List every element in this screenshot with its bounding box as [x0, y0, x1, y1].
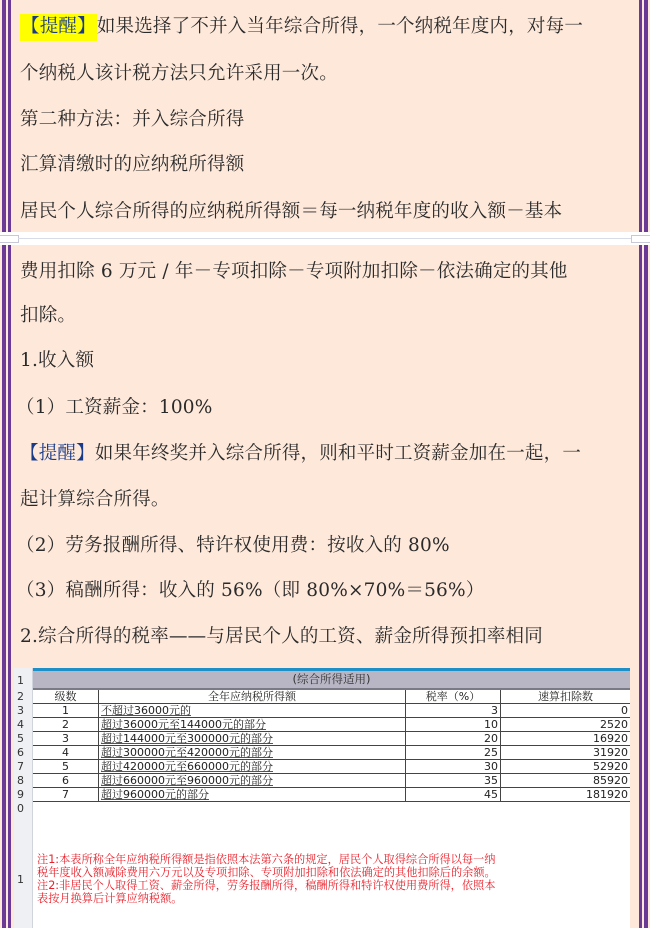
reminder-tag: 【提醒】 [20, 443, 95, 464]
text-line: 扣除。 [20, 305, 77, 326]
text-line: 如果年终奖并入综合所得，则和平时工资薪金加在一起，一 [94, 443, 582, 464]
cell-level: 6 [33, 774, 98, 788]
cell-level: 7 [33, 788, 98, 802]
page-break-separator [0, 232, 650, 245]
cell-range: 不超过36000元的 [98, 704, 405, 718]
cell-deduction: 52920 [500, 760, 630, 774]
table-row [33, 760, 630, 774]
cell-deduction: 0 [500, 704, 630, 718]
row-number: 8 [17, 774, 24, 787]
cell-level: 1 [33, 704, 98, 718]
separator-tab-right [631, 235, 650, 243]
row-number: 9 [17, 788, 24, 801]
header-level: 级数 [33, 690, 98, 704]
labor-item: （2）劳务报酬所得、特许权使用费：按收入的 80% [16, 535, 450, 556]
table-row [33, 746, 630, 760]
frame-border-right [638, 245, 650, 928]
cell-level: 2 [33, 718, 98, 732]
cell-rate: 25 [405, 746, 500, 760]
separator-tab-left [0, 235, 19, 243]
cell-range: 超过420000元至660000元的部分 [98, 760, 405, 774]
note-line: 注2:非居民个人取得工资、薪金所得，劳务报酬所得，稿酬所得和特许权使用费所得，依照本 [37, 879, 496, 892]
royalty-item: （3）稿酬所得：收入的 56%（即 80%×70%＝56%） [16, 580, 485, 601]
header-range: 全年应纳税所得额 [98, 690, 405, 704]
row-number: 0 [17, 802, 24, 815]
cell-range: 超过660000元至960000元的部分 [98, 774, 405, 788]
reminder-paragraph-1 [20, 12, 583, 38]
table-row [33, 704, 630, 718]
table-notes [33, 853, 630, 905]
tax-rate-heading: 2.综合所得的税率——与居民个人的工资、薪金所得预扣率相同 [20, 626, 543, 647]
cell-level: 4 [33, 746, 98, 760]
separator-line [18, 238, 632, 239]
row-number: 2 [17, 690, 24, 703]
table-title: (综合所得适用) [33, 671, 630, 690]
row-number: 7 [17, 760, 24, 773]
cell-deduction: 181920 [500, 788, 630, 802]
row-number: 3 [17, 704, 24, 717]
cell-rate: 35 [405, 774, 500, 788]
note-line: 税年度收入额减除费用六万元以及专项扣除、专项附加扣除和依法确定的其他扣除后的余额。 [37, 866, 496, 879]
cell-range: 超过960000元的部分 [98, 788, 405, 802]
table-row [33, 732, 630, 746]
cell-deduction: 31920 [500, 746, 630, 760]
note-line: 注1:本表所称全年应纳税所得额是指依照本法第六条的规定，居民个人取得综合所得以每一纳 [37, 853, 496, 866]
cell-range: 超过300000元至420000元的部分 [98, 746, 405, 760]
table-row [33, 774, 630, 788]
content-panel-bottom [0, 245, 650, 928]
header-rate: 税率（%） [405, 690, 500, 704]
reminder-tag-highlight: 【提醒】 [20, 14, 97, 41]
table-header-row [33, 690, 630, 704]
frame-border-left [0, 245, 12, 928]
text-line: 个纳税人该计税方法只允许采用一次。 [20, 63, 338, 84]
income-heading: 1.收入额 [20, 350, 95, 371]
header-deduction: 速算扣除数 [500, 690, 630, 704]
reminder-paragraph-2 [20, 439, 581, 465]
cell-rate: 3 [405, 704, 500, 718]
cell-rate: 30 [405, 760, 500, 774]
note-line: 表按月换算后计算应纳税额。 [37, 892, 183, 905]
cell-rate: 10 [405, 718, 500, 732]
frame-border-right [638, 0, 650, 232]
cell-rate: 45 [405, 788, 500, 802]
cell-level: 5 [33, 760, 98, 774]
row-number: 1 [17, 873, 24, 886]
table-row [33, 788, 630, 802]
row-number: 4 [17, 718, 24, 731]
row-number: 6 [17, 746, 24, 759]
text-line: 汇算清缴时的应纳税所得额 [20, 154, 245, 175]
cell-range: 超过144000元至300000元的部分 [98, 732, 405, 746]
formula-line: 居民个人综合所得的应纳税所得额＝每一纳税年度的收入额－基本 [20, 201, 563, 222]
table-row [33, 718, 630, 732]
row-number: 5 [17, 732, 24, 745]
salary-item: （1）工资薪金：100% [16, 397, 213, 418]
frame-border-left [0, 0, 12, 232]
tax-rate-table [14, 668, 630, 928]
text-line: 起计算综合所得。 [20, 489, 170, 510]
formula-line-continued: 费用扣除 6 万元 / 年－专项扣除－专项附加扣除－依法确定的其他 [20, 261, 568, 282]
cell-deduction: 2520 [500, 718, 630, 732]
row-number: 1 [17, 674, 24, 687]
content-panel-top [0, 0, 650, 232]
text-line: 如果选择了不并入当年综合所得，一个纳税年度内，对每一 [96, 16, 584, 37]
cell-deduction: 16920 [500, 732, 630, 746]
cell-range: 超过36000元至144000元的部分 [98, 718, 405, 732]
cell-rate: 20 [405, 732, 500, 746]
method-two-heading: 第二种方法：并入综合所得 [20, 109, 245, 130]
cell-deduction: 85920 [500, 774, 630, 788]
cell-level: 3 [33, 732, 98, 746]
